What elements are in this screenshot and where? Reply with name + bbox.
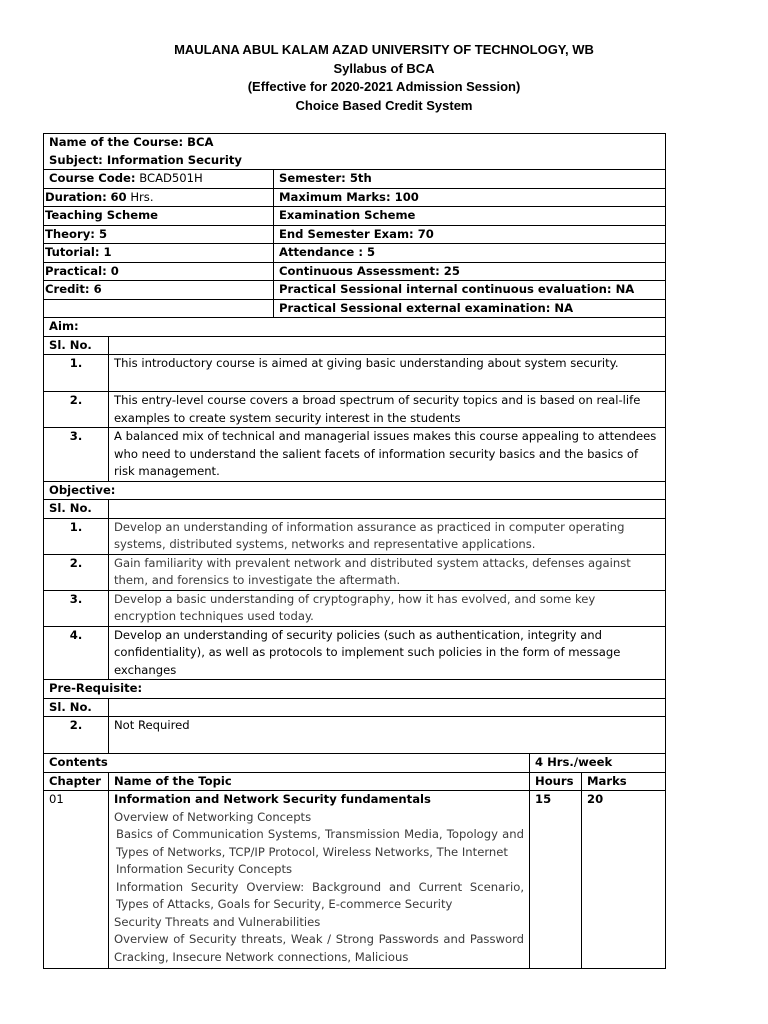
objective-item-no: 4. (44, 626, 109, 680)
tutorial: Tutorial: 1 (44, 244, 274, 263)
aim-item (44, 428, 666, 482)
max-marks: Maximum Marks: 100 (274, 188, 666, 207)
course-name-row (44, 134, 666, 152)
aim-item (44, 355, 666, 392)
prereq-sl-header: Sl. No. (44, 698, 109, 717)
course-code-label: Course Code: (49, 171, 136, 185)
practical-internal: Practical Sessional internal continuous evaluation: NA (274, 281, 666, 300)
objective-sl-header-row (44, 500, 666, 519)
objective-heading-row (44, 481, 666, 500)
contents-heading: Contents (44, 754, 530, 773)
practical-external: Practical Sessional external examination: NA (274, 299, 666, 318)
chapter-row (44, 791, 666, 969)
duration-row (44, 188, 666, 207)
credit-system: Choice Based Credit System (295, 97, 473, 113)
aim-sl-header-row (44, 336, 666, 355)
contents-column-headers (44, 772, 666, 791)
chapter-no: 01 (44, 791, 109, 969)
syllabus-title: Syllabus of BCA (333, 60, 435, 76)
topic-line: Security Threats and Vulnerabilities (114, 914, 321, 929)
objective-item (44, 554, 666, 590)
aim-item-no: 2. (44, 392, 109, 428)
continuous-assessment: Continuous Assessment: 25 (274, 262, 666, 281)
duration-value: 60 (110, 189, 127, 204)
chapter-topic (109, 791, 530, 969)
aim-heading-row (44, 318, 666, 337)
syllabus-document (43, 133, 665, 969)
practical-external-row (44, 299, 666, 318)
exam-scheme: Examination Scheme (274, 207, 666, 226)
practical: Practical: 0 (44, 262, 274, 281)
col-hours: Hours (530, 772, 582, 791)
objective-item (44, 518, 666, 554)
col-chapter: Chapter (44, 772, 109, 791)
theory: Theory: 5 (44, 225, 274, 244)
course-code-value: BCAD501H (139, 171, 203, 185)
objective-item (44, 590, 666, 626)
prereq-heading: Pre-Requisite: (44, 680, 666, 699)
topic-line: Basics of Communication Systems, Transmission Media, Topology and Types of Networks, TCP/IP Protocol, Wireless Networks, The Internet (116, 827, 524, 859)
aim-item (44, 392, 666, 428)
code-row (44, 170, 666, 189)
objective-item-no: 3. (44, 590, 109, 626)
objective-item-text: Develop an understanding of information assurance as practiced in computer operating systems, distributed systems, networks and representative applications. (109, 518, 666, 554)
prereq-item (44, 717, 666, 754)
course-code (44, 170, 274, 189)
end-sem-exam: End Semester Exam: 70 (274, 225, 666, 244)
contents-heading-row (44, 754, 666, 773)
aim-item-text: This entry-level course covers a broad spectrum of security topics and is based on real-life examples to create system security interest in the students (109, 392, 666, 428)
university-name: MAULANA ABUL KALAM AZAD UNIVERSITY OF TECHNOLOGY, WB (174, 42, 594, 57)
chapter-marks: 20 (582, 791, 666, 969)
effective-session: (Effective for 2020-2021 Admission Session) (247, 79, 521, 94)
aim-item-no: 3. (44, 428, 109, 482)
objective-item-text: Develop a basic understanding of cryptography, how it has evolved, and some key encryption techniques used today. (109, 590, 666, 626)
theory-row (44, 225, 666, 244)
prereq-heading-row (44, 680, 666, 699)
duration-unit: Hrs. (130, 189, 154, 204)
course-subject: Subject: Information Security (44, 152, 666, 170)
col-marks: Marks (582, 772, 666, 791)
semester: Semester: 5th (274, 170, 666, 189)
aim-heading: Aim: (44, 318, 666, 337)
prereq-item-no: 2. (44, 717, 109, 754)
hours-per-week: 4 Hrs./week (530, 754, 666, 773)
aim-item-text: This introductory course is aimed at giving basic understanding about system security. (109, 355, 666, 392)
chapter-title: Information and Network Security fundamentals (114, 792, 431, 806)
subject-row (44, 152, 666, 170)
col-topic: Name of the Topic (109, 772, 530, 791)
objective-sl-header: Sl. No. (44, 500, 109, 519)
syllabus-table (43, 133, 666, 969)
aim-item-text: A balanced mix of technical and managerial issues makes this course appealing to attendees who need to understand the salient facets of information security basics and the basics of risk management. (109, 428, 666, 482)
aim-sl-header: Sl. No. (44, 336, 109, 355)
topic-line: Information Security Concepts (116, 862, 293, 876)
aim-item-no: 1. (44, 355, 109, 392)
topic-line: Overview of Security threats, Weak / Strong Passwords and Password Cracking, Insecure Network connections, Malicious (114, 932, 524, 964)
topic-line: Information Security Overview: Background and Current Scenario, Types of Attacks, Goals for Security, E-commerce Security (116, 879, 524, 911)
teaching-scheme: Teaching Scheme (44, 207, 274, 226)
topic-line: Overview of Networking Concepts (114, 809, 312, 824)
objective-item-text: Develop an understanding of security policies (such as authentication, integrity and confidentiality), as well as protocols to implement such policies in the form of message exchanges (109, 626, 666, 680)
scheme-row (44, 207, 666, 226)
chapter-hours: 15 (530, 791, 582, 969)
duration-label: Duration: (45, 189, 107, 204)
objective-item-text: Gain familiarity with prevalent network and distributed system attacks, defenses against them, and forensics to investigate the aftermath. (109, 554, 666, 590)
tutorial-row (44, 244, 666, 263)
objective-item-no: 1. (44, 518, 109, 554)
objective-item-no: 2. (44, 554, 109, 590)
credit: Credit: 6 (44, 281, 274, 300)
document-header (0, 41, 768, 115)
duration (44, 188, 274, 207)
prereq-sl-header-row (44, 698, 666, 717)
prereq-item-text: Not Required (109, 717, 666, 754)
objective-heading: Objective: (44, 481, 666, 500)
practical-row (44, 262, 666, 281)
objective-item (44, 626, 666, 680)
attendance: Attendance : 5 (274, 244, 666, 263)
course-name: Name of the Course: BCA (44, 134, 666, 152)
credit-row (44, 281, 666, 300)
